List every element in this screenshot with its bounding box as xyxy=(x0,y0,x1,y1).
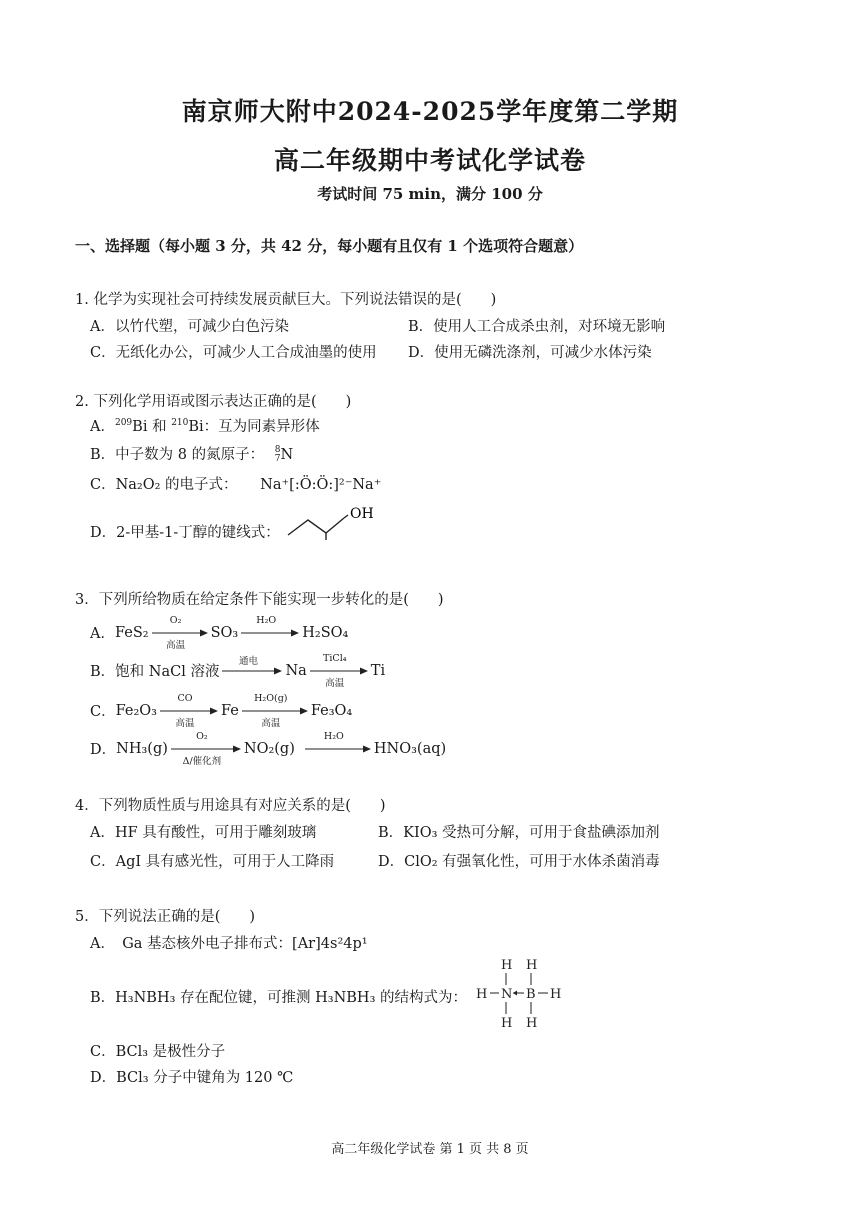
question-2-stem: 2. 下列化学用语或图示表达正确的是( ) xyxy=(75,394,352,410)
question-3-option-a: A． FeS₂ O₂ 高温 SO₃ H₂O H₂SO₄ xyxy=(90,614,349,651)
page-title: 南京师大附中2024-2025学年度第二学期 xyxy=(181,97,679,126)
question-3-option-b: B． 饱和 NaCl 溶液 通电 Na TiCl₄ 高温 Ti xyxy=(90,652,386,689)
question-5-option-a: A． Ga 基态核外电子排布式：[Ar]4s²4p¹ xyxy=(90,936,368,952)
question-4-option-b: B．KIO₃ 受热可分解，可用于食盐碘添加剂 xyxy=(378,825,660,841)
svg-text:B: B xyxy=(526,987,536,1002)
question-1-option-b: B．使用人工合成杀虫剂，对环境无影响 xyxy=(408,319,666,335)
question-4-option-c: C．AgI 具有感光性，可用于人工降雨 xyxy=(90,854,335,870)
reaction-arrow: 通电 xyxy=(222,667,282,675)
page-footer: 高二年级化学试卷 第 1 页 共 8 页 xyxy=(331,1142,529,1157)
svg-text:H: H xyxy=(526,958,538,973)
question-2-option-a: A．$^{209}$Bi 和 $^{210}$Bi：互为同素异形体 xyxy=(90,418,320,435)
question-3-option-c: C． Fe₂O₃ CO 高温 Fe H₂O(g) 高温 Fe₃O₄ xyxy=(90,692,353,729)
question-4-option-a: A．HF 具有酸性，可用于雕刻玻璃 xyxy=(90,825,317,841)
svg-text:N: N xyxy=(501,987,513,1002)
question-2-option-b: B．中子数为 8 的氮原子： 8 7 N xyxy=(90,445,294,464)
reaction-arrow: H₂O(g) 高温 xyxy=(242,707,308,715)
reaction-arrow: CO 高温 xyxy=(160,707,218,715)
reaction-arrow: O₂ 高温 xyxy=(152,629,208,637)
svg-text:H: H xyxy=(550,987,562,1002)
svg-text:H: H xyxy=(501,958,513,973)
question-5-option-d: D．BCl₃ 分子中键角为 120 ℃ xyxy=(90,1070,294,1086)
reaction-arrow: O₂ Δ/催化剂 xyxy=(171,745,241,753)
electron-formula: Na⁺[:Ö:Ö:]²⁻Na⁺ xyxy=(260,477,382,493)
page-subtitle: 高二年级期中考试化学试卷 xyxy=(273,146,586,175)
skeletal-formula-diagram xyxy=(282,502,382,542)
question-1-option-d: D．使用无磷洗涤剂，可减少水体污染 xyxy=(408,345,652,361)
question-1-option-a: A．以竹代塑，可减少白色污染 xyxy=(90,319,289,335)
question-4-stem: 4．下列物质性质与用途具有对应关系的是( ) xyxy=(75,798,386,814)
section-heading: 一、选择题（每小题 3 分，共 42 分，每小题有且仅有 1 个选项符合题意） xyxy=(75,237,584,255)
oh-label: OH xyxy=(350,506,374,522)
question-2-option-c: C．Na₂O₂ 的电子式： Na⁺[:Ö:Ö:]²⁻Na⁺ xyxy=(90,477,382,493)
question-1-stem: 1. 化学为实现社会可持续发展贡献巨大。下列说法错误的是( ) xyxy=(75,292,497,308)
question-5-option-c: C．BCl₃ 是极性分子 xyxy=(90,1044,226,1060)
reaction-arrow: TiCl₄ 高温 xyxy=(310,667,368,675)
exam-info: 考试时间 75 min，满分 100 分 xyxy=(317,185,543,203)
question-3-stem: 3．下列所给物质在给定条件下能实现一步转化的是( ) xyxy=(75,592,444,608)
question-1-option-c: C．无纸化办公，可减少人工合成油墨的使用 xyxy=(90,345,377,361)
svg-text:H: H xyxy=(476,987,488,1002)
question-5-stem: 5．下列说法正确的是( ) xyxy=(75,909,256,925)
question-5-option-b: B．H₃NBH₃ 存在配位键，可推测 H₃NBH₃ 的结构式为： xyxy=(90,990,467,1006)
svg-text:H: H xyxy=(526,1016,538,1031)
reaction-arrow: H₂O xyxy=(241,629,299,637)
question-2-option-d: D．2-甲基-1-丁醇的键线式： xyxy=(90,525,280,541)
svg-text:H: H xyxy=(501,1016,513,1031)
question-3-option-d: D． NH₃(g) O₂ Δ/催化剂 NO₂(g) H₂O HNO₃(aq) xyxy=(90,730,447,767)
structural-formula-diagram xyxy=(470,955,570,1033)
question-4-option-d: D．ClO₂ 有强氧化性，可用于水体杀菌消毒 xyxy=(378,854,660,870)
reaction-arrow: H₂O xyxy=(305,745,371,753)
